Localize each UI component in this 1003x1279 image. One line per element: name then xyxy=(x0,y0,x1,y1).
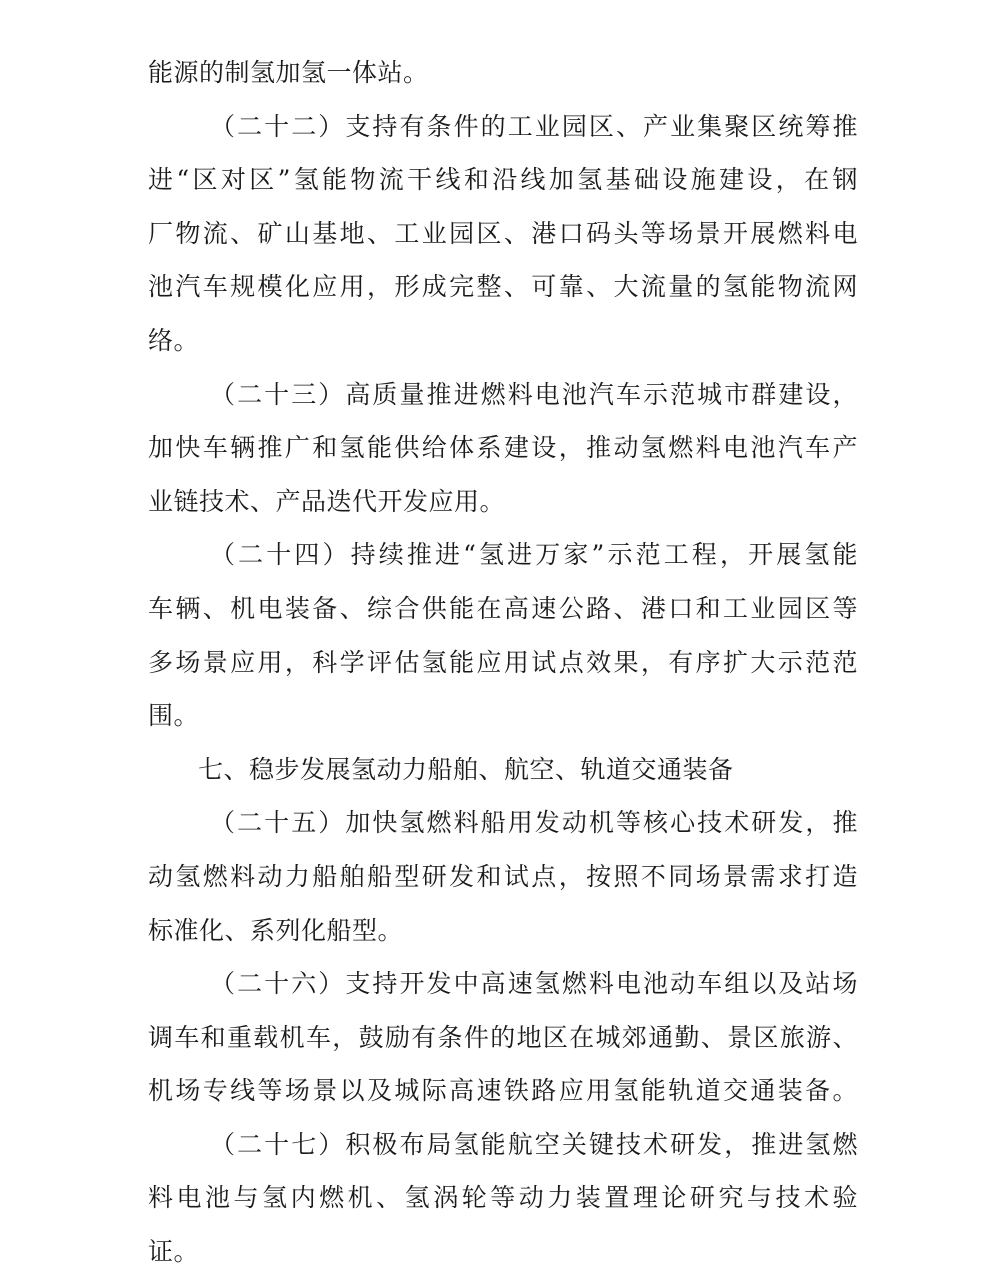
paragraph-line: （二十七）积极布局氢能航空关键技术研发，推进氢燃 xyxy=(210,1129,858,1159)
paragraph-line: （二十六）支持开发中高速氢燃料电池动车组以及站场 xyxy=(210,969,858,999)
paragraph-27 xyxy=(148,1118,858,1279)
paragraph-line: 机场专线等场景以及城际高速铁路应用氢能轨道交通装备。 xyxy=(148,1076,858,1106)
paragraph-23 xyxy=(148,368,858,529)
paragraph-line: 厂物流、矿山基地、工业园区、港口码头等场景开展燃料电 xyxy=(148,218,858,248)
paragraph-line: 加快车辆推广和氢能供给体系建设，推动氢燃料电池汽车产 xyxy=(148,433,858,463)
section-heading: 七、稳步发展氢动力船舶、航空、轨道交通装备 xyxy=(198,754,734,784)
paragraph-24 xyxy=(148,528,858,742)
paragraph-line: （二十三）高质量推进燃料电池汽车示范城市群建设， xyxy=(210,379,858,409)
paragraph-line: 料电池与氢内燃机、氢涡轮等动力装置理论研究与技术验 xyxy=(148,1183,858,1213)
paragraph-line: 动氢燃料动力船舶船型研发和试点，按照不同场景需求打造 xyxy=(148,861,858,891)
paragraph-line: 多场景应用，科学评估氢能应用试点效果，有序扩大示范范 xyxy=(148,647,858,677)
paragraph-line: 络。 xyxy=(148,325,200,355)
paragraph-continuation-line: 能源的制氢加氢一体站。 xyxy=(148,58,429,87)
paragraph-line: 标准化、系列化船型。 xyxy=(148,915,404,945)
paragraph-26 xyxy=(148,957,858,1118)
paragraph-line: 池汽车规模化应用，形成完整、可靠、大流量的氢能物流网 xyxy=(148,272,858,302)
paragraph-line: 进“区对区”氢能物流干线和沿线加氢基础设施建设，在钢 xyxy=(148,165,858,195)
paragraph-line: 围。 xyxy=(148,701,200,731)
paragraph-line: （二十四）持续推进“氢进万家”示范工程，开展氢能 xyxy=(210,540,858,570)
paragraph-line: （二十二）支持有条件的工业园区、产业集聚区统筹推 xyxy=(210,111,858,141)
paragraph-line: 车辆、机电装备、综合供能在高速公路、港口和工业园区等 xyxy=(148,593,858,623)
paragraph-line: 证。 xyxy=(148,1237,200,1267)
paragraph-25 xyxy=(148,796,858,957)
paragraph-line: 业链技术、产品迭代开发应用。 xyxy=(148,486,506,516)
document-page xyxy=(148,46,858,1279)
paragraph-line: （二十五）加快氢燃料船用发动机等核心技术研发，推 xyxy=(210,808,858,838)
paragraph-22 xyxy=(148,100,858,368)
paragraph-line: 调车和重载机车，鼓励有条件的地区在城郊通勤、景区旅游、 xyxy=(148,1022,858,1052)
